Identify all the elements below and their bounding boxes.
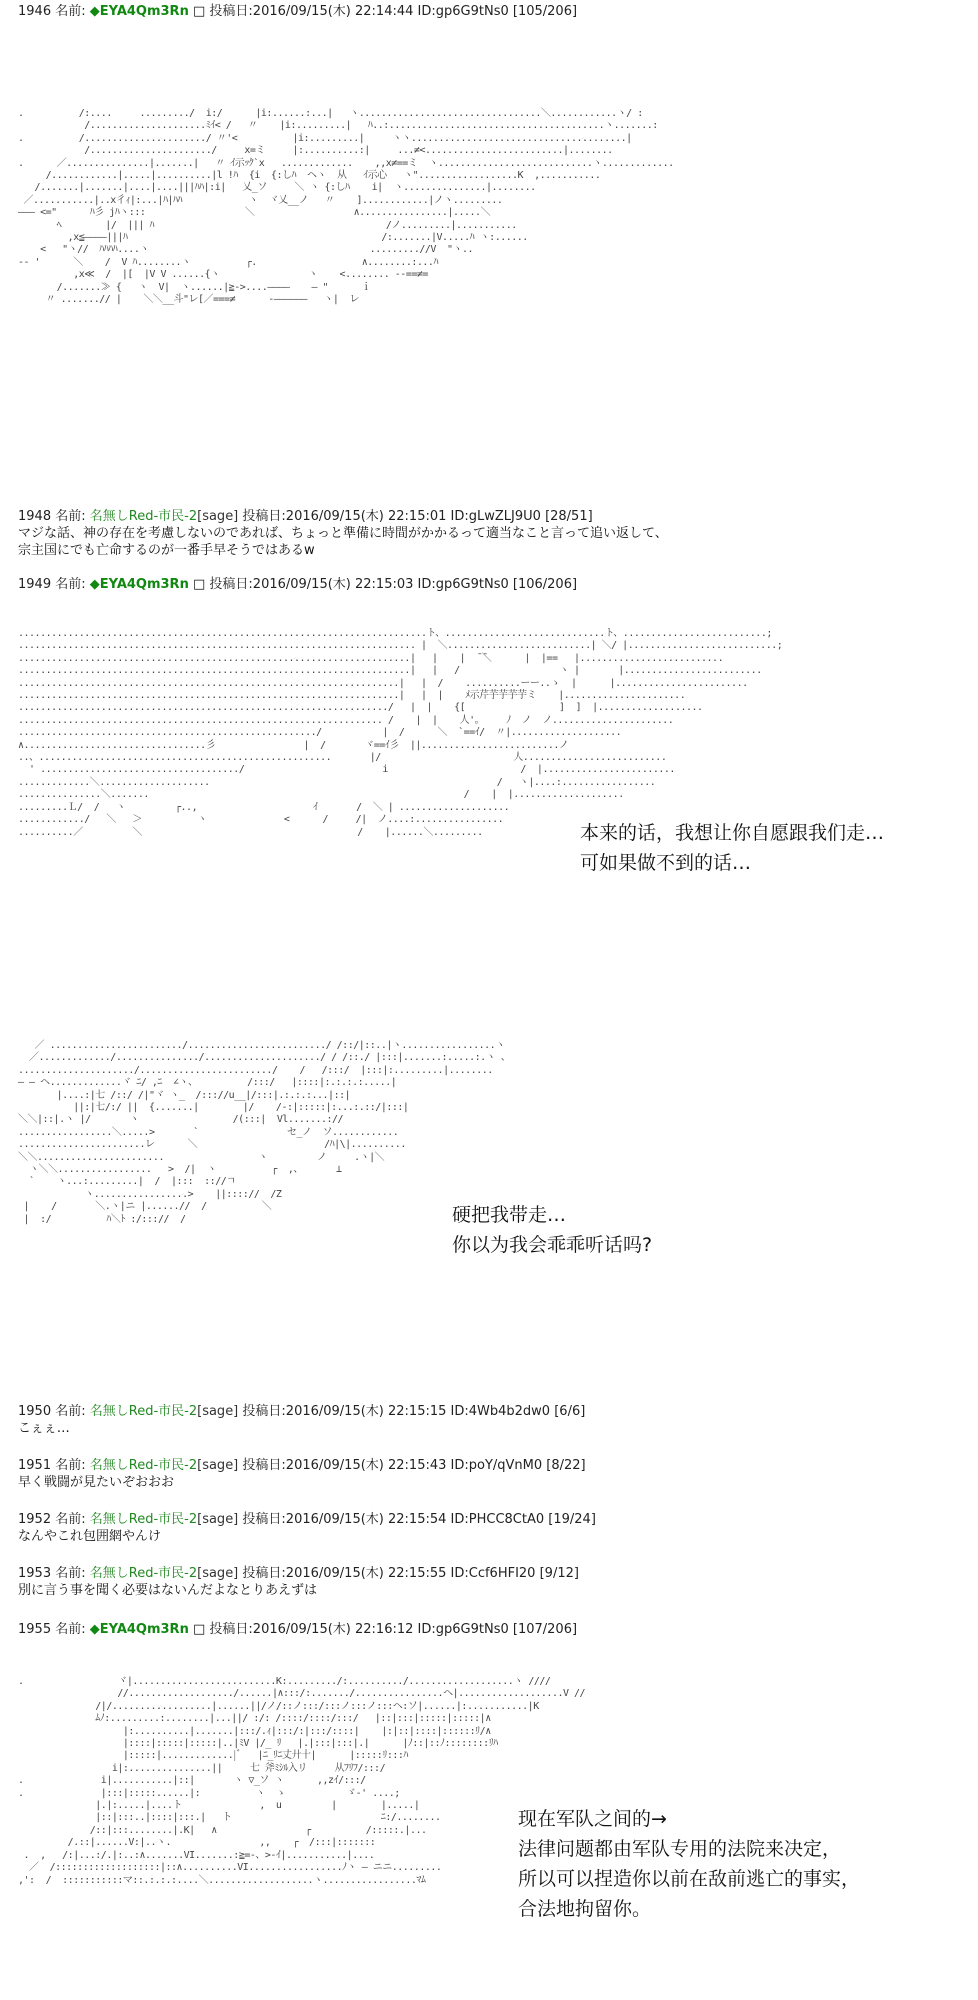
caption-1: 本来的话，我想让你自愿跟我们走… 可如果做不到的话… — [580, 822, 885, 874]
post-date: 2016/09/15(木) 22:15:55 — [285, 1566, 447, 1581]
post-number: 1953 — [18, 1566, 52, 1581]
post-date: 2016/09/15(木) 22:15:03 — [252, 577, 414, 592]
ascii-art-1: . /:.... ........./ i:/ |i:......:...| ヽ.................................＼............ヽ/ : /.....................ﾐｲ< / 〃 |i:.........| ﾊ..:.......................................ヽ.......: . /....................../ 〃'< |i:.........| ヽヽ.......................................| /....................../ x=ミ |:..........:| ...≠<.........................|........ . ／...............|.......| 〃 ｲ示ｯｸ`x ............. ,,x≠==ミ ヽ............................ヽ............. /............|.....|..........|l !ﾊ {i {:しﾊ ヘヽ 从 ｲ示心 ヽ"..................K ,........... /.......|.......|....|....|||ﾊﾊ|:i| 乂_ソ ＼ ヽ {:しﾊ i| ヽ...............|........ ／...........|..x彳ｨ|:...|ﾊ|ﾊﾊ ヽ ヾ乂__ノ 〃 ]............|ノヽ......... ――― <=" ﾊ彡 jﾊヽ::: ＼ ∧................|.....＼ ﾍ |/ ||| ﾊ /ノ.........|........... ,x≦――――|||ﾊ /:.......|V.....ﾊ ヽ:...... < "ヽ// ﾊﾊﾊﾊ....ヽ .........//V "ヽ.. -- ' ＼ / V ﾊ........ヽ ┌. ∧........:...ﾊ ,x≪ / |[ |V V ......{ヽ ヽ <........ --==≠= /.......≫ { ヽ V| ヽ......|≧->....―――― ― " ｉ 〃 .......// | ＼＼__斗"レ[／===≠ ‐―――――― ヽ| レ — [18, 108, 674, 306]
author-name[interactable]: 名無しRed-市民-2 — [89, 1512, 198, 1527]
sage-tag: [sage] — [197, 1512, 239, 1527]
name-label: 名前: — [55, 1622, 86, 1637]
name-label: 名前: — [55, 577, 86, 592]
post-date: 2016/09/15(木) 22:15:43 — [285, 1458, 447, 1473]
post-body-1952: なんやこれ包囲網やんけ — [18, 1529, 162, 1544]
post-count: [6/6] — [554, 1404, 586, 1419]
post-header-1952 — [18, 1512, 596, 1528]
poster-id[interactable]: ID:gp6G9tNs0 — [417, 4, 509, 19]
post-date: 2016/09/15(木) 22:15:54 — [285, 1512, 447, 1527]
author-name[interactable]: 名無しRed-市民-2 — [89, 1458, 198, 1473]
poster-id[interactable]: ID:PHCC8CtA0 — [450, 1512, 545, 1527]
post-count: [19/24] — [548, 1512, 596, 1527]
poster-id[interactable]: ID:gLwZLJ9U0 — [450, 509, 541, 524]
name-label: 名前: — [55, 1512, 86, 1527]
author-name[interactable]: 名無しRed-市民-2 — [89, 1566, 198, 1581]
poster-id[interactable]: ID:Ccf6HFI20 — [450, 1566, 536, 1581]
poster-id[interactable]: ID:gp6G9tNs0 — [417, 577, 509, 592]
name-label: 名前: — [55, 1458, 86, 1473]
sage-tag: [sage] — [197, 1566, 239, 1581]
post-count: [9/12] — [539, 1566, 579, 1581]
caption-2: 硬把我带走… 你以为我会乖乖听话吗? — [452, 1204, 653, 1256]
name-label: 名前: — [55, 1566, 86, 1581]
author-icon: □ — [192, 1622, 206, 1637]
ascii-art-4: . ヾ|..........................K:........./:........../...................ヽ //// //.................../......|∧:::/:......./................ヘ|...................V // /|/..................|......||/ノ/::ノ:::/:::ノ:::ノ:::ヘ:ソ|......|:...........|K ﾑﾉ:.........:........|...||/ :/: /::::/::::/:::/ |::|:::|:::::|:::::|∧ |:..........|.......|:::/.ｨ|:::/:|:::/::::| |:|::|::::|::::::ﾘ/∧ |::::|:::::|:::::|..|ﾐV |/_ ﾘ |.|:::|:::|.| |ﾉ::|::ﾉ::::::::ﾘﾊ |:::::|.............|ﾞ |ﾆ_ﾘﾆ丈廾十| |:::::ﾘ:::ﾊ i|:...............|| 七 斧ﾐｼﾙ入リ 从ﾌﾘﾌ/:::/ . i|...........|::| ヽ ▽_ソ ヽ ,,zｲ/:::/ . |:::|:::::......|: ヽ ゝ ゞ‐' ....; |.|:.....|....ト , u | |.....| |::|:::..|::::|:::.| ト ﾆ:/........ /::|:::........|.K| ∧ ┌ /:::::.|... /.::|......V:|..ヽ. ,, ┌ /:::|::::::: . , /:|...:/.|:..:∧.......VI.......:≧=-、>-ｲ|...........|.... ／ /:::::::::::::::::::|::∧..........VI.................ﾉヽ ― ニニ......... ,': / :::::::::::マ::.:.:.:....＼...................ヽ.................ﾏﾑ — [18, 1676, 586, 1886]
post-body-1948: マジな話、神の存在を考慮しないのであれば、ちょっと準備に時間がかかるって適当なこと言って追い返して、 宗主国にでも亡命するのが一番手早そうではあるw — [18, 526, 668, 558]
post-count: [107/206] — [512, 1622, 578, 1637]
post-number: 1948 — [18, 509, 52, 524]
sage-tag: [sage] — [197, 509, 239, 524]
post-header-1955 — [18, 1622, 577, 1638]
caption-3: 现在军队之间的→ 法律问题都由军队专用的法院来决定， 所以可以捏造你以前在敌前逃亡的事实， 合法地拘留你。 — [518, 1808, 861, 1920]
post-header-1949 — [18, 577, 577, 593]
date-label: 投稿日: — [209, 1622, 253, 1637]
post-header-1948 — [18, 509, 593, 525]
post-number: 1951 — [18, 1458, 52, 1473]
author-icon: □ — [192, 4, 206, 19]
post-count: [8/22] — [546, 1458, 586, 1473]
ascii-art-3: ／ ......................../........................./ /::/|::..|ヽ.................ヽ ／............./.............../...................../ / /::./ |:::|.......:.....:.ヽ 、 ...................../......................../ / /:::/ |:::|:.........|........ ― ― ヘ.............ヾ ﾆ/ ,ﾆ ∠ヽ、 /:::/ |::::|:.:.:.:.....| |....:|七 /::/ /|"ヾ ヽ_ /::://u__|/:::|.:.:.:...|::| ||:|七/:/ || {.......| |/ /-:|:::::|:...:.::/|:::| ＼＼|::|.ヽ |/ ヽ /(:::| Vl.......:// .................＼.....> ` セ_ノ ソ............ .......................レ ＼ /ﾊ|\|.......... ＼＼....................... ヽ ノ .ヽ|＼ ヽ＼＼................. > /| ヽ ┌ ,、 ⊥ ` ヽ...:.........| / |::: :://ㄱ ヽ.................> ||::::// /Z | / ＼.ヽ|ニ |......// / ＼ | :/ ﾊ＼ﾄ :/:::// / — [18, 1040, 511, 1225]
poster-id[interactable]: ID:poY/qVnM0 — [450, 1458, 543, 1473]
post-header-1950 — [18, 1404, 585, 1420]
author-trip[interactable]: ◆EYA4Qm3Rn — [89, 4, 189, 19]
name-label: 名前: — [55, 509, 86, 524]
post-date: 2016/09/15(木) 22:15:15 — [285, 1404, 447, 1419]
poster-id[interactable]: ID:gp6G9tNs0 — [417, 1622, 509, 1637]
author-trip[interactable]: ◆EYA4Qm3Rn — [89, 1622, 189, 1637]
date-label: 投稿日: — [242, 1458, 286, 1473]
sage-tag: [sage] — [197, 1458, 239, 1473]
post-date: 2016/09/15(木) 22:15:01 — [285, 509, 447, 524]
post-header-1951 — [18, 1458, 586, 1474]
name-label: 名前: — [55, 4, 86, 19]
date-label: 投稿日: — [242, 509, 286, 524]
date-label: 投稿日: — [209, 4, 253, 19]
post-number: 1955 — [18, 1622, 52, 1637]
name-label: 名前: — [55, 1404, 86, 1419]
ascii-art-2: ..........................................................................ト、.............................ト、..........................; ........................................................................ | ＼..........................| ＼/ |...........................; .......................................................................| | | ̄ ̄＼ | |== |.......................... .......................................................................| | / ヽ | |......................... .....................................................................| | / ..........ーー..ゝ | |........................ .....................................................................| | | ﾒ示芹芋芋芋芋ミ |...................... .................................................................../ | | {[ ] ] |................... .................................................................. / | | 人'。 ﾉ ノ ノ...................... ....................................................../ | / ＼ `==ｲ/ 〃|.................... ∧.................................彡 | / ヾ==ｲ彡 ||.........................ノ ..、..................................................... |/ 人.......................... ' ..................................../ i / |........................ .............＼.................... / ヽ|....:................. ...............＼....... / | |.................... .........Ｌ/ / ヽ ┌.., ｲ / ＼ | .................... ............/ ＼ ＞ ヽ < / /| ノ....:................ ..........／ ＼ / |......＼......... — [18, 628, 783, 838]
post-count: [28/51] — [545, 509, 593, 524]
author-trip[interactable]: ◆EYA4Qm3Rn — [89, 577, 189, 592]
post-body-1951: 早く戦闘が見たいぞおおお — [18, 1475, 175, 1490]
poster-id[interactable]: ID:4Wb4b2dw0 — [450, 1404, 551, 1419]
post-date: 2016/09/15(木) 22:14:44 — [252, 4, 414, 19]
post-number: 1946 — [18, 4, 52, 19]
date-label: 投稿日: — [242, 1512, 286, 1527]
date-label: 投稿日: — [242, 1566, 286, 1581]
post-header-1953 — [18, 1566, 579, 1582]
post-count: [105/206] — [512, 4, 578, 19]
post-count: [106/206] — [512, 577, 578, 592]
author-icon: □ — [192, 577, 206, 592]
post-number: 1949 — [18, 577, 52, 592]
author-name[interactable]: 名無しRed-市民-2 — [89, 1404, 198, 1419]
sage-tag: [sage] — [197, 1404, 239, 1419]
post-header-1946 — [18, 4, 577, 20]
post-date: 2016/09/15(木) 22:16:12 — [252, 1622, 414, 1637]
date-label: 投稿日: — [209, 577, 253, 592]
post-body-1950: こぇぇ… — [18, 1421, 70, 1436]
author-name[interactable]: 名無しRed-市民-2 — [89, 509, 198, 524]
post-number: 1950 — [18, 1404, 52, 1419]
post-body-1953: 別に言う事を聞く必要はないんだよなとりあえずは — [18, 1583, 318, 1598]
date-label: 投稿日: — [242, 1404, 286, 1419]
post-number: 1952 — [18, 1512, 52, 1527]
